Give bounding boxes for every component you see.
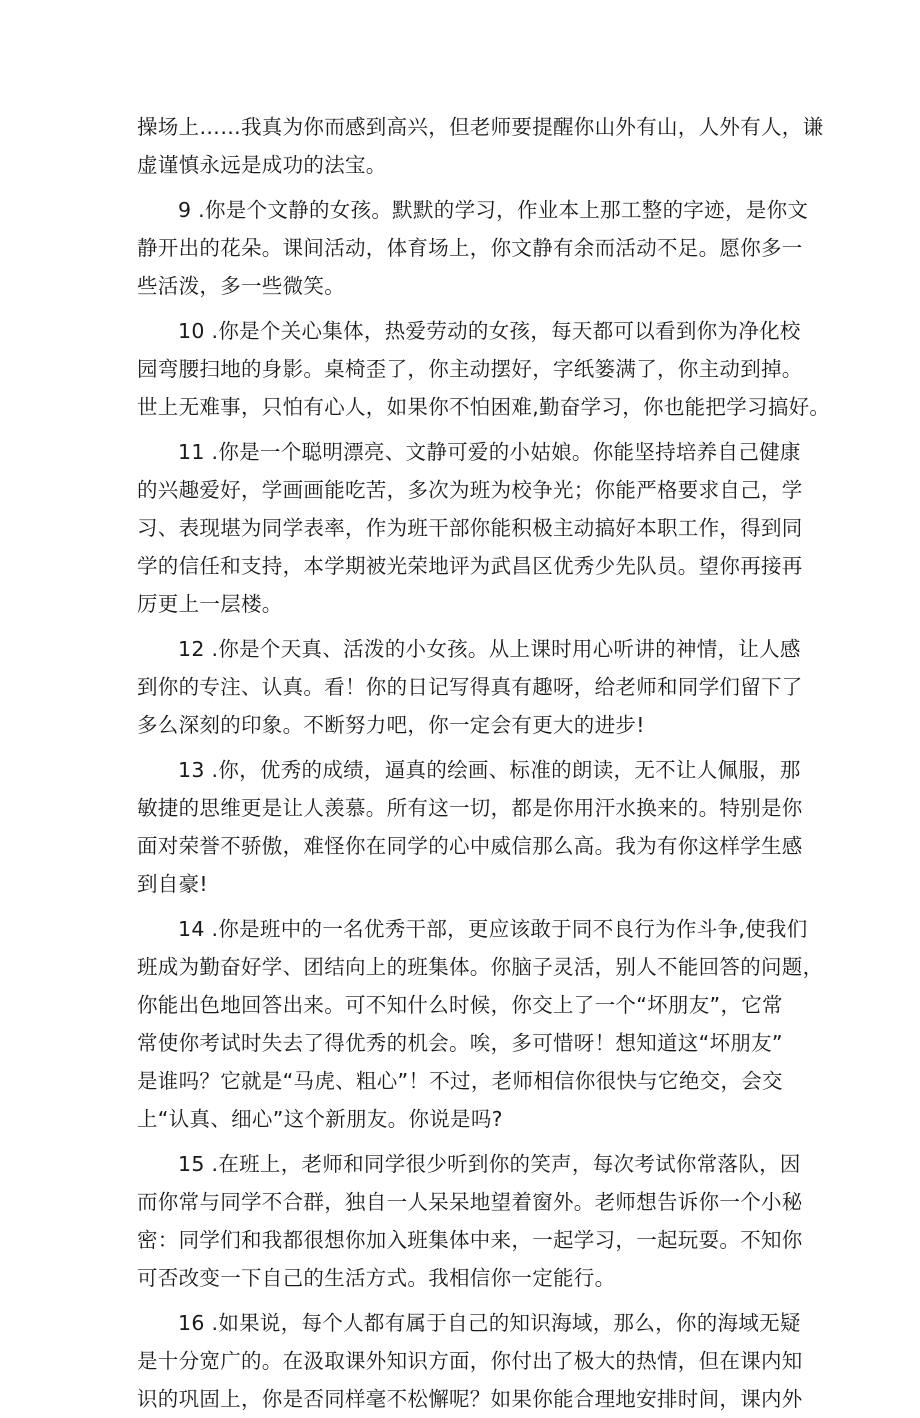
paragraph-gap	[137, 1138, 787, 1145]
text-column	[137, 108, 831, 1418]
text-line: 可否改变一下自己的生活方式。我相信你一定能行。	[137, 1266, 616, 1290]
text-line: 是十分宽广的。在汲取课外知识方面，你付出了极大的热情，但在课内知	[137, 1349, 803, 1373]
paragraph-p13	[137, 751, 803, 903]
text-line: 园弯腰扫地的身影。桌椅歪了，你主动摆好，字纸篓满了，你主动到掉。	[137, 357, 803, 381]
text-line: 9 .你是个文静的女孩。默默的学习，作业本上那工整的字迹，是你文	[178, 198, 809, 222]
text-line: 14 .你是班中的一名优秀干部，更应该敢于同不良行为作斗争,使我们	[178, 917, 808, 941]
paragraph-gap	[137, 305, 787, 312]
text-line: 到自豪!	[137, 872, 208, 896]
text-line: 厉更上一层楼。	[137, 592, 283, 616]
text-line: 学的信任和支持，本学期被光荣地评为武昌区优秀少先队员。望你再接再	[137, 554, 803, 578]
text-line: 你能出色地回答出来。可不知什么时候，你交上了一个“坏朋友”，它常	[137, 993, 783, 1017]
paragraph-p8-tail	[137, 108, 824, 184]
text-line: 面对荣誉不骄傲，难怪你在同学的心中威信那么高。我为有你这样学生感	[137, 834, 803, 858]
text-line: 10 .你是个关心集体，热爱劳动的女孩，每天都可以看到你为净化校	[178, 319, 801, 343]
text-line: 上“认真、细心”这个新朋友。你说是吗?	[137, 1107, 503, 1131]
text-line: 到你的专注、认真。看！你的日记写得真有趣呀，给老师和同学们留下了	[137, 675, 803, 699]
text-line: 16 .如果说，每个人都有属于自己的知识海域，那么，你的海域无疑	[178, 1311, 801, 1335]
paragraph-p14	[137, 910, 824, 1138]
paragraph-p10	[137, 312, 831, 426]
text-line: 15 .在班上，老师和同学很少听到你的笑声，每次考试你常落队，因	[178, 1152, 801, 1176]
text-line: 世上无难事，只怕有心人，如果你不怕困难,勤奋学习，你也能把学习搞好。	[137, 395, 831, 419]
text-line: 13 .你，优秀的成绩，逼真的绘画、标准的朗读，无不让人佩服，那	[178, 758, 801, 782]
text-line: 而你常与同学不合群，独自一人呆呆地望着窗外。老师想告诉你一个小秘	[137, 1190, 803, 1214]
text-line: 密：同学们和我都很想你加入班集体中来，一起学习，一起玩耍。不知你	[137, 1228, 803, 1252]
paragraph-p15	[137, 1145, 803, 1297]
paragraph-gap	[137, 184, 787, 191]
text-line: 敏捷的思维更是让人羡慕。所有这一切，都是你用汗水换来的。特别是你	[137, 796, 803, 820]
text-line: 多么深刻的印象。不断努力吧，你一定会有更大的进步!	[137, 713, 645, 737]
paragraph-gap	[137, 426, 787, 433]
text-line: 虚谨慎永远是成功的法宝。	[137, 153, 387, 177]
text-line: 常使你考试时失去了得优秀的机会。唉，多可惜呀！想知道这“坏朋友”	[137, 1031, 783, 1055]
paragraph-p11	[137, 433, 803, 623]
text-line: 是谁吗？它就是“马虎、粗心”！不过，老师相信你很快与它绝交，会交	[137, 1069, 783, 1093]
text-line: 11 .你是一个聪明漂亮、文静可爱的小姑娘。你能坚持培养自己健康	[178, 440, 801, 464]
paragraph-gap	[137, 744, 787, 751]
paragraph-gap	[137, 903, 787, 910]
paragraph-p16	[137, 1304, 803, 1418]
text-line: 识的巩固上，你是否同样毫不松懈呢？如果你能合理地安排时间，课内外	[137, 1387, 803, 1411]
text-line: 的兴趣爱好，学画画能吃苦，多次为班为校争光；你能严格要求自己，学	[137, 478, 803, 502]
text-line: 班成为勤奋好学、团结向上的班集体。你脑子灵活，别人不能回答的问题，	[137, 955, 824, 979]
text-line: 些活泼，多一些微笑。	[137, 274, 345, 298]
paragraph-p12	[137, 630, 803, 744]
paragraph-gap	[137, 623, 787, 630]
text-line: 操场上……我真为你而感到高兴，但老师要提醒你山外有山，人外有人，谦	[137, 115, 824, 139]
paragraph-p9	[137, 191, 809, 305]
text-line: 静开出的花朵。课间活动，体育场上，你文静有余而活动不足。愿你多一	[137, 236, 803, 260]
text-line: 习、表现堪为同学表率，作为班干部你能积极主动搞好本职工作，得到同	[137, 516, 803, 540]
text-line: 12 .你是个天真、活泼的小女孩。从上课时用心听讲的神情，让人感	[178, 637, 801, 661]
